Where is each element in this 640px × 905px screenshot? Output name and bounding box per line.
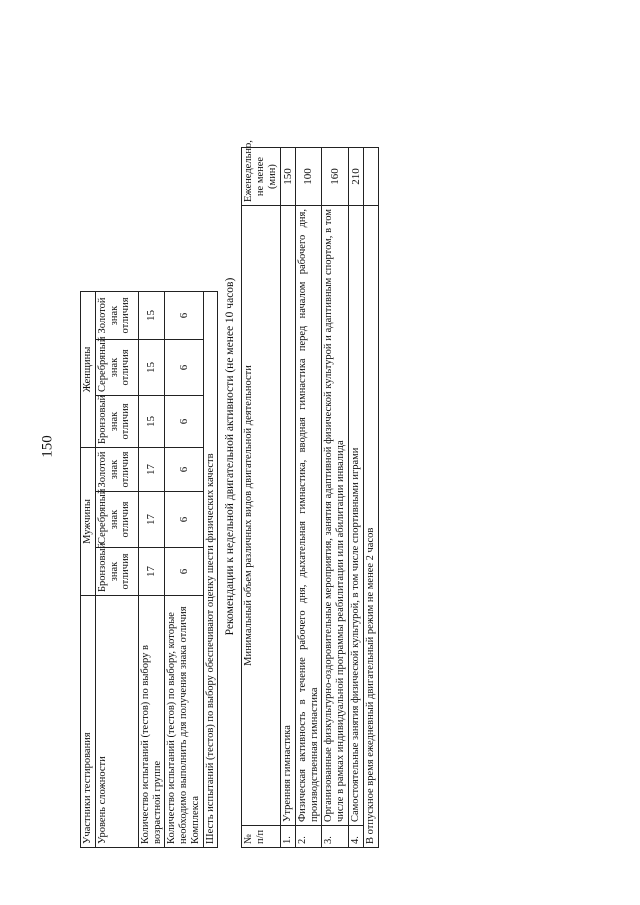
cell-value: 15 bbox=[138, 291, 165, 339]
activity-text: Утренняя гимнастика bbox=[280, 206, 295, 826]
participants-label: Участники тестирования bbox=[81, 596, 96, 848]
section-title: Рекомендации к недельной двигательной активности (не менее 10 часов) bbox=[224, 277, 237, 636]
row-number: 1. bbox=[280, 826, 295, 848]
col-activity-header: Минимальный объем различных видов двигательной деятельности bbox=[242, 206, 280, 826]
blank-area bbox=[81, 64, 218, 291]
blank-area bbox=[242, 65, 379, 148]
row-label: Количество испытаний (тестов) по выбору, которые необходимо выполнить для получения знака отличия Комплекса bbox=[165, 596, 203, 848]
cell-value: 17 bbox=[138, 492, 165, 548]
col-num-header: № п/п bbox=[242, 826, 280, 848]
cell-value: 6 bbox=[165, 395, 203, 447]
activity-text: Физическая активность в течение рабочего дня, дыхательная гимнастика, вводная гимнастика перед началом рабочего дня, производственная гимнастика bbox=[295, 206, 322, 826]
rotated-content bbox=[80, 58, 375, 848]
table-row bbox=[322, 65, 349, 848]
activity-text: Самостоятельные занятия физической культурой, в том числе спортивными играми bbox=[348, 206, 363, 826]
activity-text: Организованные физкультурно-оздоровительные мероприятия, занятия адаптивной физической культурой и адаптивным спортом, в том числе в рамках индивидуальной программы реабилитации или абилитации инвалида bbox=[322, 206, 349, 826]
table-row bbox=[280, 65, 295, 848]
badge-requirements-table bbox=[80, 64, 218, 848]
women-silver-badge: Серебряный знак отличия bbox=[95, 339, 138, 395]
cell-value: 6 bbox=[165, 339, 203, 395]
men-bronze-badge: Бронзовый знак отличия bbox=[95, 548, 138, 596]
cell-value: 6 bbox=[165, 548, 203, 596]
table-row bbox=[295, 65, 322, 848]
cell-value: 17 bbox=[138, 447, 165, 491]
cell-value: 15 bbox=[138, 395, 165, 447]
cell-value: 15 bbox=[138, 339, 165, 395]
minutes-value: 100 bbox=[295, 148, 322, 206]
cell-value: 17 bbox=[138, 548, 165, 596]
cell-value: 6 bbox=[165, 447, 203, 491]
women-bronze-badge: Бронзовый знак отличия bbox=[95, 395, 138, 447]
row-number: 3. bbox=[322, 826, 349, 848]
cell-value: 6 bbox=[165, 291, 203, 339]
row-number: 4. bbox=[348, 826, 363, 848]
footnote: В отпускное время ежедневный двигательный режим не менее 2 часов bbox=[364, 206, 379, 848]
weekly-activity-table bbox=[241, 65, 379, 849]
minutes-value: 160 bbox=[322, 148, 349, 206]
minutes-value: 150 bbox=[280, 148, 295, 206]
women-gold-badge: Золотой знак отличия bbox=[95, 291, 138, 339]
footnote-empty-cell bbox=[364, 148, 379, 206]
row-label: Количество испытаний (тестов) по выбору в возрастной группе bbox=[138, 596, 165, 848]
men-gold-badge: Золотой знак отличия bbox=[95, 447, 138, 491]
col-weekly-header: Еженедельно, не менее (мин) bbox=[242, 148, 280, 206]
women-header: Женщины bbox=[81, 291, 96, 447]
table-row bbox=[348, 65, 363, 848]
page-number: 150 bbox=[39, 435, 56, 458]
men-header: Мужчины bbox=[81, 447, 96, 595]
table-note: Шесть испытаний (тестов) по выбору обеспечивают оценку шести физических качеств bbox=[203, 291, 218, 847]
men-silver-badge: Серебряный знак отличия bbox=[95, 492, 138, 548]
row-number: 2. bbox=[295, 826, 322, 848]
cell-value: 6 bbox=[165, 492, 203, 548]
level-label: Уровень сложности bbox=[95, 596, 138, 848]
minutes-value: 210 bbox=[348, 148, 363, 206]
